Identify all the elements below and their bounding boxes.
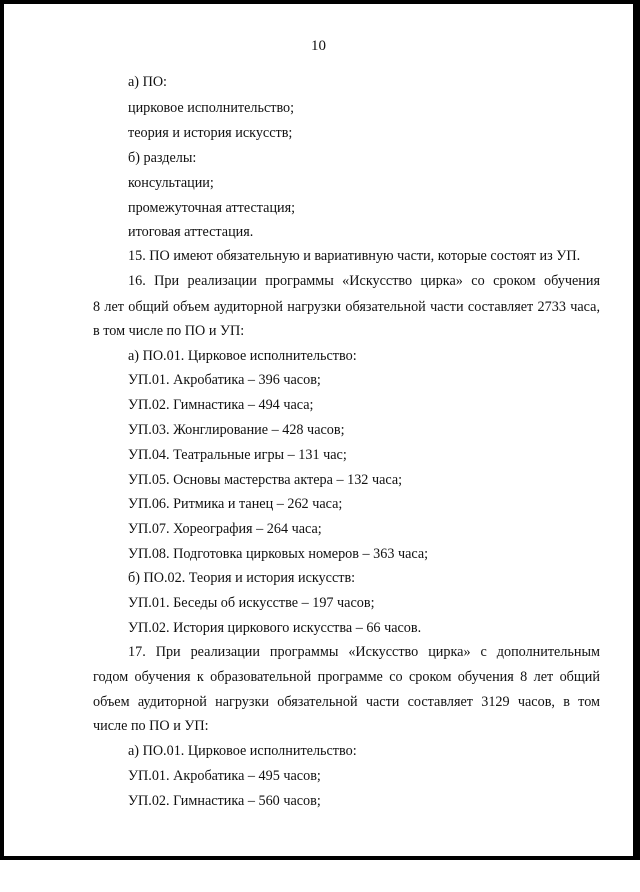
list-item: УП.07. Хореография – 264 часа; [128,521,322,537]
list-item: УП.04. Театральные игры – 131 час; [128,447,347,463]
paragraph-17-line-3: объем аудиторной нагрузки обязательной части составляет 3129 часов, в том [93,694,600,710]
text-line: теория и история искусств; [128,125,293,141]
list-item: УП.02. Гимнастика – 560 часов; [128,793,321,809]
list-item: а) ПО.01. Цирковое исполнительство: [128,348,357,364]
paragraph-17-line-2: годом обучения к образовательной программе со сроком обучения 8 лет общий [93,669,600,685]
list-item: УП.02. История циркового искусства – 66 часов. [128,620,422,636]
paragraph-17-line-1: 17. При реализации программы «Искусство цирка» с дополнительным [128,644,600,660]
text-line: 15. ПО имеют обязательную и вариативную части, которые состоят из УП. [128,248,581,264]
paragraph-16-line-3: в том числе по ПО и УП: [93,323,245,339]
list-item: УП.03. Жонглирование – 428 часов; [128,422,345,438]
list-item: УП.01. Акробатика – 396 часов; [128,372,321,388]
paragraph-17-line-4: числе по ПО и УП: [93,718,209,734]
list-item: УП.06. Ритмика и танец – 262 часа; [128,496,343,512]
list-item: а) ПО.01. Цирковое исполнительство: [128,743,357,759]
text-line: а) ПО: [128,74,168,90]
text-line: промежуточная аттестация; [128,200,296,216]
text-line: цирковое исполнительство; [128,100,295,116]
list-item: УП.01. Акробатика – 495 часов; [128,768,321,784]
list-item: б) ПО.02. Теория и история искусств: [128,570,356,586]
text-line: консультации; [128,175,214,191]
list-item: УП.02. Гимнастика – 494 часа; [128,397,314,413]
page-number: 10 [311,38,326,54]
list-item: УП.01. Беседы об искусстве – 197 часов; [128,595,375,611]
document-page [4,4,633,856]
list-item: УП.05. Основы мастерства актера – 132 часа; [128,472,403,488]
list-item: УП.08. Подготовка цирковых номеров – 363 часа; [128,546,429,562]
text-line: итоговая аттестация. [128,224,254,240]
paragraph-16-line-2: 8 лет общий объем аудиторной нагрузки обязательной части составляет 2733 часа, [93,299,600,315]
bottom-margin [0,860,640,892]
text-line: б) разделы: [128,150,197,166]
paragraph-16-line-1: 16. При реализации программы «Искусство цирка» со сроком обучения [128,273,600,289]
